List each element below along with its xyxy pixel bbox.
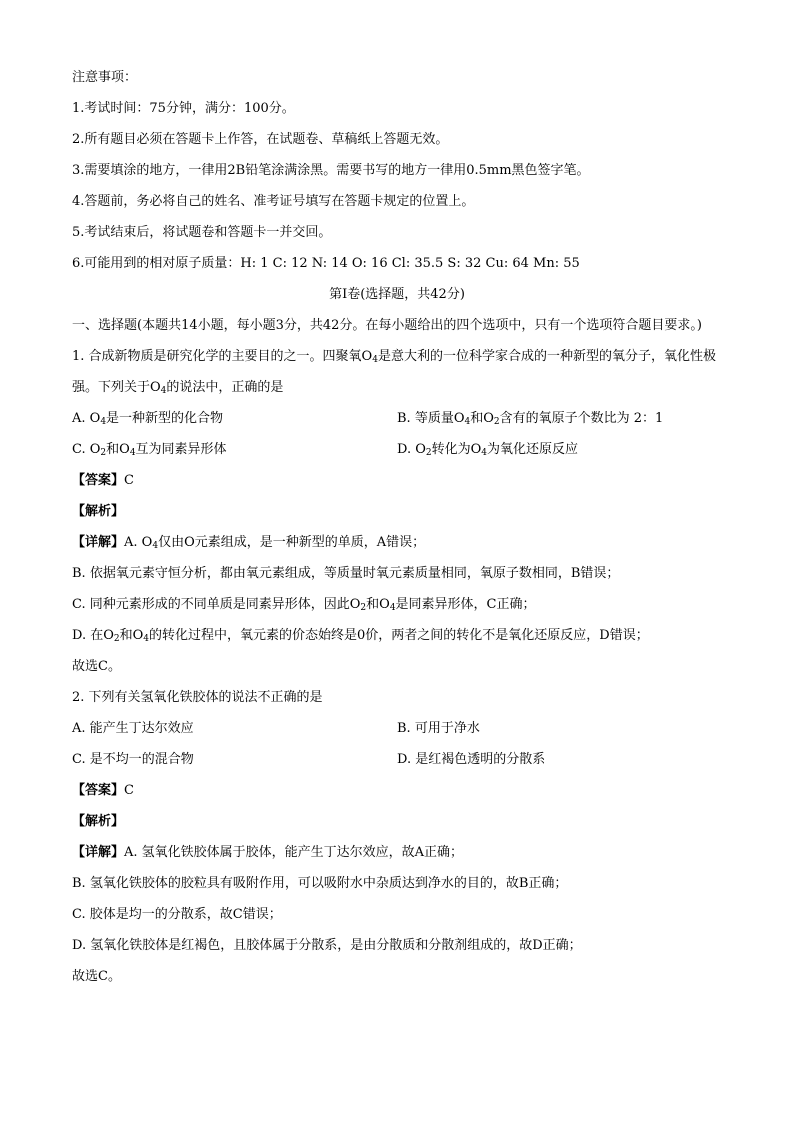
option-c: C. 是不均一的混合物 [72, 752, 194, 767]
option-c: C. $O_2$和$O_4$互为同素异形体 [72, 442, 227, 458]
conclusion: 故选C。 [72, 659, 121, 674]
detail-d: D. 氢氧化铁胶体是红褐色，且胶体属于分散系，是由分散质和分散剂组成的，故D正确； [72, 938, 582, 953]
question-2-options-row-2 [72, 744, 722, 775]
option-b: B. 等质量$O_4$和$O_2$含有的氧原子个数比为 2：1 [397, 411, 664, 427]
notice-title: 注意事项： [72, 70, 138, 85]
detail-c: C. 同种元素形成的不同单质是同素异形体，因此$O_2$和$O_4$是同素异形体，C正确； [72, 597, 536, 613]
answer-line [72, 775, 722, 806]
notice-item: 1.考试时间：75分钟，满分：100分。 [72, 101, 295, 116]
notice-item: 2.所有题目必须在答题卡上作答，在试题卷、草稿纸上答题无效。 [72, 132, 449, 147]
analysis-label: 【解析】 [72, 814, 125, 829]
part-heading: 一、选择题(本题共14小题，每小题3分，共42分。在每小题给出的四个选项中，只有一个选项符合题目要求。) [72, 318, 702, 333]
option-b: B. 可用于净水 [397, 721, 480, 736]
option-a: A. $O_4$是一种新型的化合物 [72, 411, 224, 427]
question-2-stem: 2. 下列有关氢氧化铁胶体的说法不正确的是 [72, 690, 323, 705]
exam-page [72, 62, 722, 992]
conclusion: 故选C。 [72, 969, 121, 984]
answer-value: C [124, 783, 134, 798]
notice-item: 3.需要填涂的地方，一律用2B铅笔涂满涂黑。需要书写的地方一律用0.5mm黑色签字笔。 [72, 163, 590, 178]
detail-b: B. 氢氧化铁胶体的胶粒具有吸附作用，可以吸附水中杂质达到净水的目的，故B正确； [72, 876, 568, 891]
option-a: A. 能产生丁达尔效应 [72, 721, 194, 736]
detail-b: B. 依据氧元素守恒分析，都由氧元素组成，等质量时氧元素质量相同，氧原子数相同，B错误； [72, 566, 620, 581]
option-d: D. 是红褐色透明的分散系 [397, 752, 546, 767]
question-1-options-row-1 [72, 403, 722, 434]
detail-d: D. 在$O_2$和$O_4$的转化过程中，氧元素的价态始终是0价，两者之间的转化不是氧化还原反应，D错误； [72, 628, 649, 644]
question-1-stem: 1. 合成新物质是研究化学的主要目的之一。四聚氧$O_4$是意大利的一位科学家合成的一种新型的氧分子，氧化性极强。下列关于$O_4$的说法中，正确的是 [72, 349, 716, 396]
option-d: D. $O_2$转化为$O_4$为氧化还原反应 [397, 442, 579, 458]
notice-item: 5.考试结束后，将试题卷和答题卡一并交回。 [72, 225, 332, 240]
section-title: 第I卷(选择题，共42分) [329, 287, 465, 302]
question-1-options-row-2 [72, 434, 722, 465]
detail-a: 【详解】A. 氢氧化铁胶体属于胶体，能产生丁达尔效应，故A正确； [72, 845, 464, 860]
detail-c: C. 胶体是均一的分散系，故C错误； [72, 907, 282, 922]
answer-value: C [124, 473, 134, 488]
notice-item: 6.可能用到的相对原子质量：H: 1 C: 12 N: 14 O: 16 Cl: 35.5 S: 32 Cu: 64 Mn: 55 [72, 256, 580, 271]
answer-line [72, 465, 722, 496]
analysis-label: 【解析】 [72, 504, 125, 519]
answer-label: 【答案】 [72, 783, 125, 798]
notice-item: 4.答题前，务必将自己的姓名、准考证号填写在答题卡规定的位置上。 [72, 194, 475, 209]
answer-label: 【答案】 [72, 473, 125, 488]
question-2-options-row-1 [72, 713, 722, 744]
detail-a: 【详解】A. $O_4$仅由O元素组成，是一种新型的单质，A错误； [72, 535, 426, 551]
